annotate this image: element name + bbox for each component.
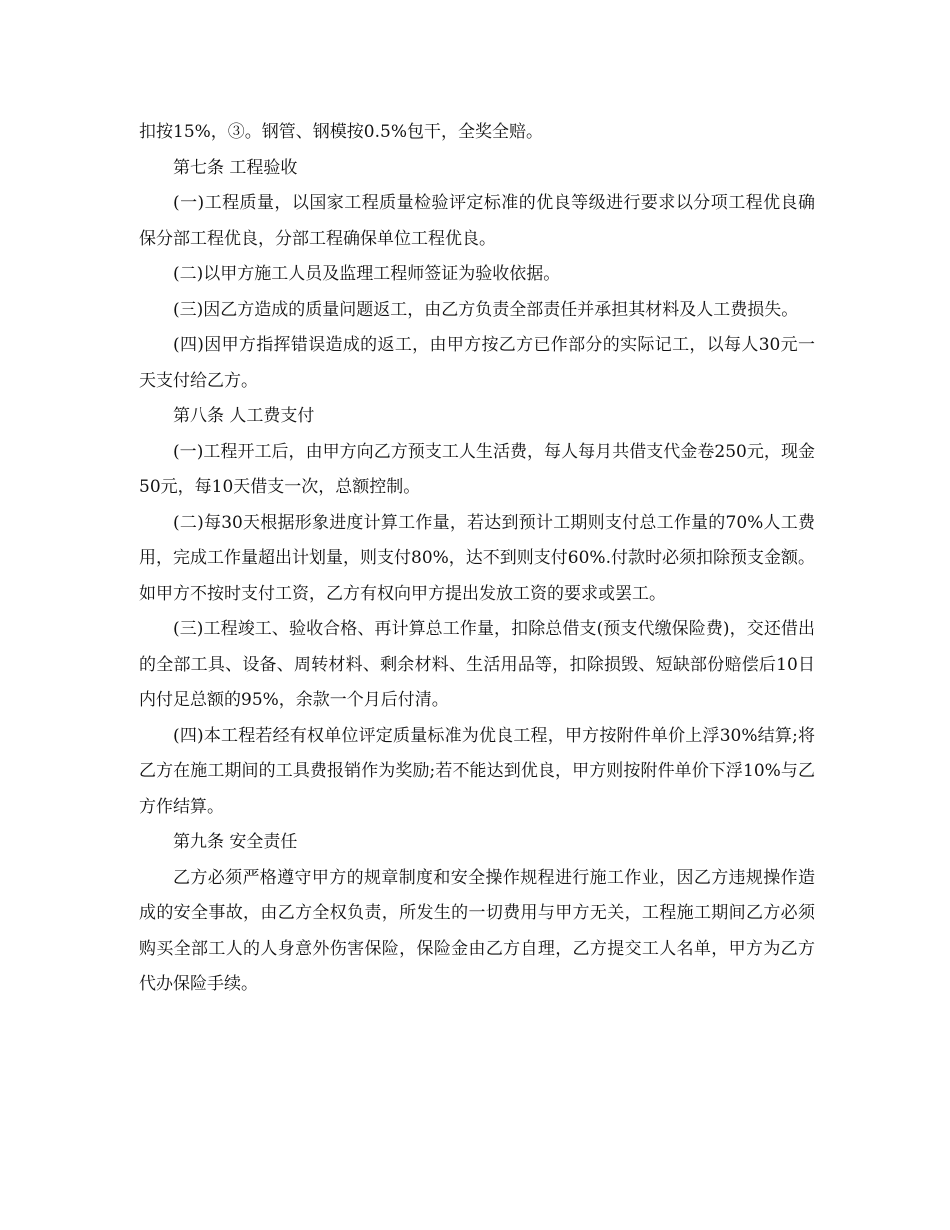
section-heading-8: 第八条 人工费支付 bbox=[173, 406, 315, 426]
paragraph: (三)因乙方造成的质量问题返工，由乙方负责全部责任并承担其材料及人工费损失。 bbox=[173, 299, 799, 320]
paragraph: 乙方必须严格遵守甲方的规章制度和安全操作规程进行施工作业，因乙方违规操作造成的安全事故，由乙方全权负责，所发生的一切费用与甲方无关，工程施工期间乙方必须购买全部工人的人身意外伤害保险，保险金由乙方自理，乙方提交工人名单，甲方为乙方代办保险手续。 bbox=[139, 867, 815, 994]
paragraph-continuation: 扣按15%，③。钢管、钢模按0.5%包干，全奖全赔。 bbox=[139, 122, 543, 142]
paragraph: (四)因甲方指挥错误造成的返工，由甲方按乙方已作部分的实际记工，以每人30元一天支付给乙方。 bbox=[139, 335, 815, 391]
section-heading-9: 第九条 安全责任 bbox=[173, 832, 298, 852]
document-body bbox=[139, 115, 815, 1003]
paragraph: (二)以甲方施工人员及监理工程师签证为验收依据。 bbox=[173, 264, 561, 284]
paragraph: (二)每30天根据形象进度计算工作量，若达到预计工期则支付总工作量的70%人工费用，完成工作量超出计划量，则支付80%，达不到则支付60%.付款时必须扣除预支金额。如甲方不按时支付工资，乙方有权向甲方提出发放工资的要求或罢工。 bbox=[139, 512, 815, 604]
paragraph: (四)本工程若经有权单位评定质量标准为优良工程，甲方按附件单价上浮30%结算;将乙方在施工期间的工具费报销作为奖励;若不能达到优良，甲方则按附件单价下浮10%与乙方作结算。 bbox=[139, 725, 815, 817]
paragraph: (一)工程质量，以国家工程质量检验评定标准的优良等级进行要求以分项工程优良确保分部工程优良，分部工程确保单位工程优良。 bbox=[139, 193, 815, 249]
paragraph: (三)工程竣工、验收合格、再计算总工作量，扣除总借支(预支代缴保险费)，交还借出的全部工具、设备、周转材料、剩余材料、生活用品等，扣除损毁、短缺部份赔偿后10日内付足总额的95%，余款一个月后付清。 bbox=[139, 619, 815, 710]
paragraph: (一)工程开工后，由甲方向乙方预支工人生活费，每人每月共借支代金卷250元，现金50元，每10天借支一次，总额控制。 bbox=[139, 441, 815, 497]
section-heading-7: 第七条 工程验收 bbox=[173, 157, 298, 178]
